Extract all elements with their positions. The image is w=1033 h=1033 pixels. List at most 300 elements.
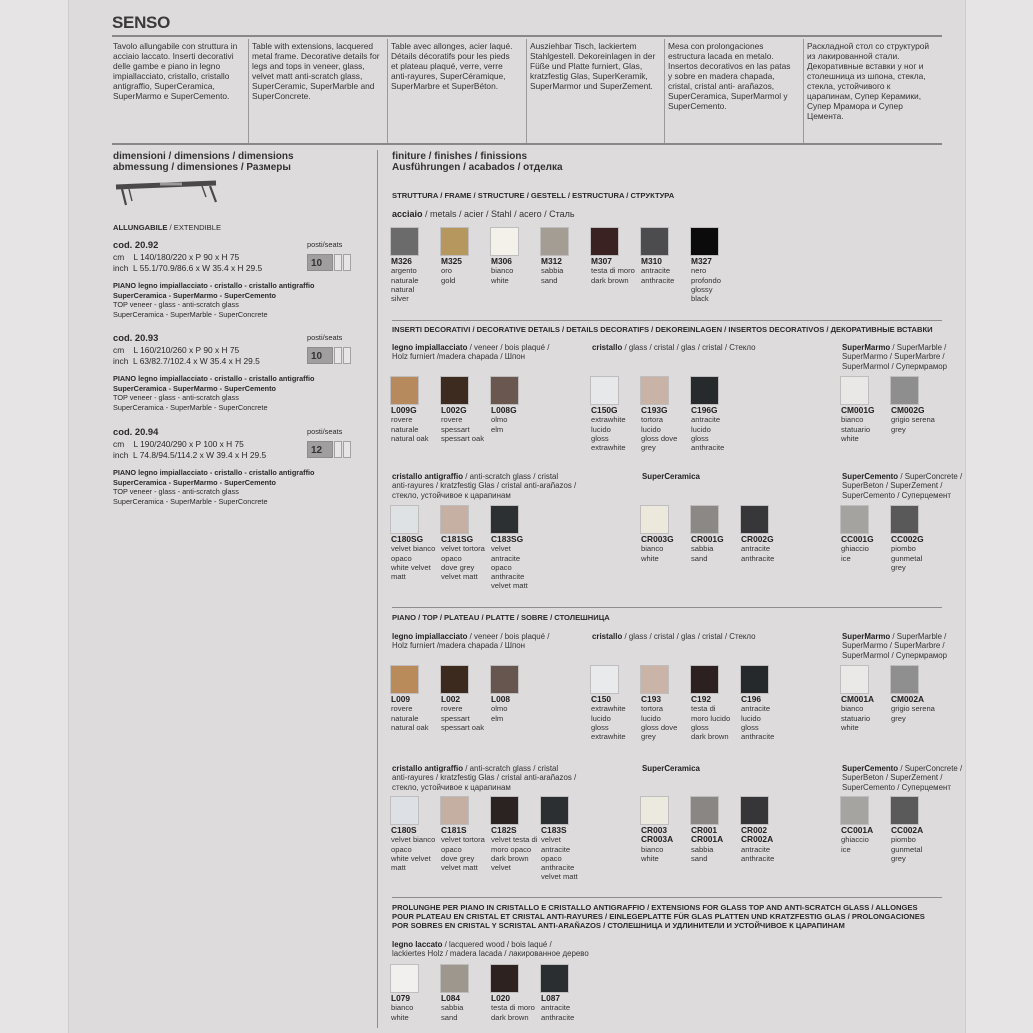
swatch-desc: gloss (591, 433, 609, 443)
swatch-code: C182S (491, 825, 517, 835)
top-ceramic-label (691, 826, 741, 863)
ext-heading-l2: POR SOBRES EN CRISTAL Y SCRISTAL ANTI-ARAÑAZOS / СТОЛЕШНИЦА И УДЛИНИТЕЛИ И УСТОЙЧИВОЕ К ЦАРАПИНАМ (392, 921, 845, 930)
top-glass-title-rest: / glass / cristal / glas / cristal / Стекло (622, 632, 756, 641)
frame-label (591, 257, 641, 285)
inserts-glass-title (592, 343, 756, 352)
top-antiscratch-label (391, 826, 441, 872)
swatch-desc: grey (891, 853, 906, 863)
swatch-desc: opaco (491, 562, 512, 572)
swatch-desc: velvet tortora (441, 544, 485, 554)
model-note: SuperCeramica - SuperMarble - SuperConcrete (113, 496, 268, 506)
extendible-label-it: ALLUNGABILE (113, 223, 168, 232)
swatch-desc: white (841, 433, 859, 443)
model-note: TOP veneer - glass - anti-scratch glass (113, 300, 239, 309)
swatch-desc: tortora (641, 415, 663, 425)
insert-veneer-swatch-l008g[interactable] (491, 377, 518, 404)
insert-concrete-swatch-cc001g[interactable] (841, 506, 868, 533)
swatch-desc: velvet testa di (491, 835, 538, 845)
top-concrete-title-bold: SuperCemento (842, 764, 899, 773)
swatch-desc: statuario (841, 713, 871, 723)
frame-group-title-rest: / metals / acier / Stahl / acero / Сталь (422, 209, 575, 219)
inserts-veneer-title-bold: legno impiallacciato (392, 343, 468, 352)
insert-ceramic-label (691, 535, 741, 563)
swatch-code: C196G (691, 405, 718, 415)
model-note: SuperCeramica - SuperMarmo - SuperCemento (113, 477, 277, 487)
top-concrete-title-l0: / SuperConcrete / (898, 764, 963, 773)
swatch-desc: grey (641, 443, 656, 453)
ext-label (491, 994, 541, 1022)
swatch-desc: piombo (891, 835, 916, 845)
top-glass-swatch-c196[interactable] (741, 666, 768, 693)
swatch-desc: tortora (641, 704, 663, 714)
insert-marble-label (841, 406, 891, 443)
swatch-desc: spessart (441, 713, 470, 723)
frame-label (441, 257, 491, 285)
swatch-desc: antracite (741, 544, 771, 554)
top-glass-label (641, 695, 691, 741)
top-antiscratch-title-l0: / anti-scratch glass / cristal (463, 764, 559, 773)
inserts-antiscratch-title-l0: / anti-scratch glass / cristal (463, 472, 559, 481)
swatch-code: L009 (391, 694, 411, 704)
seats-indicator (307, 254, 351, 271)
insert-marble-label (891, 406, 941, 434)
swatch-desc: sabbia (691, 544, 714, 554)
swatch-desc: velvet antracite (541, 835, 571, 854)
ext-rule (392, 897, 942, 898)
swatch-desc: naturale (391, 424, 419, 434)
model-note: SuperCeramica - SuperMarble - SuperConcrete (113, 402, 268, 412)
swatch-code: M325 (441, 256, 462, 266)
swatch-code: M327 (691, 256, 712, 266)
swatch-desc: spessart oak (441, 722, 485, 732)
swatch-desc: grey (891, 713, 906, 723)
seats-count: 12 (307, 441, 333, 458)
swatch-desc: dark brown (591, 275, 629, 285)
ext-swatch-l079[interactable] (391, 965, 418, 992)
swatch-desc: antracite (691, 415, 721, 425)
frame-label (391, 257, 441, 303)
top-ceramic-title (642, 764, 700, 773)
seats-slot (343, 347, 351, 364)
swatch-desc: sand (691, 553, 708, 563)
top-glass-swatch-c150[interactable] (591, 666, 618, 693)
swatch-desc: gloss dove (641, 433, 678, 443)
swatch-desc: white (841, 722, 859, 732)
swatch-desc: anthracite (741, 553, 775, 563)
swatch-desc: black (691, 294, 709, 304)
frame-label (691, 257, 741, 303)
swatch-code: CM002A (891, 694, 925, 704)
insert-ceramic-swatch-cr002g[interactable] (741, 506, 768, 533)
top-concrete-swatch-cc002a[interactable] (891, 797, 918, 824)
top-veneer-title-bold: legno impiallacciato (392, 632, 468, 641)
inserts-glass-title-rest: / glass / cristal / glas / cristal / Стекло (622, 343, 756, 352)
top-glass-swatch-c192[interactable] (691, 666, 718, 693)
swatch-desc: gloss dove (641, 722, 678, 732)
ext-label (441, 994, 491, 1022)
inserts-marble-title-bold: SuperMarmo (842, 343, 891, 352)
description-0: Tavolo allungabile con struttura in acciaio laccato. Inserti decorativi delle gambe e piano in legno impiallacciato, cristallo, cristallo antigraffio, SuperCeramica, SuperMarmo e SuperCemento. (113, 41, 238, 101)
swatch-code: L009G (391, 405, 417, 415)
swatch-desc: oro (441, 266, 452, 276)
swatch-desc: extrawhite (591, 415, 626, 425)
swatch-desc: opaco (441, 553, 462, 563)
swatch-desc: lucido (641, 713, 661, 723)
model-cm: cm L 140/180/220 x P 90 x H 75 (113, 252, 240, 262)
frame-swatch-m307[interactable] (591, 228, 618, 255)
ext-heading-l1: POUR PLATEAU EN CRISTAL ET CRISTAL ANTI-RAYURES / EINLEGEPLATTE FÜR GLAS PLATTEN UND KRATZFESTIG GLAS / PROLONGACIONES (392, 912, 925, 921)
top-veneer-title-line2: Holz furniert /madera chapada / Шпон (392, 641, 525, 651)
column-divider (377, 150, 378, 1028)
section-rule (112, 143, 942, 145)
ext-heading (392, 903, 925, 930)
insert-veneer-swatch-l002g[interactable] (441, 377, 468, 404)
swatch-desc: anthracite (741, 732, 775, 742)
swatch-code: L020 (491, 993, 511, 1003)
insert-glass-swatch-c150g[interactable] (591, 377, 618, 404)
insert-concrete-label (891, 535, 941, 572)
inserts-ceramic-title-bold: SuperCeramica (642, 472, 700, 481)
top-veneer-swatch-l002[interactable] (441, 666, 468, 693)
top-marble-title-l2: SuperMarmol / Супермрамор (842, 650, 948, 660)
swatch-desc: olmo (491, 704, 508, 714)
swatch-desc: bianco (391, 1003, 414, 1013)
top-concrete-swatch-cc001a[interactable] (841, 797, 868, 824)
top-glass-label (741, 695, 791, 741)
top-glass-label (691, 695, 741, 741)
model-code: cod. 20.92 (113, 239, 159, 250)
top-marble-label (841, 695, 891, 732)
top-ceramic-swatch-cr003[interactable] (641, 797, 668, 824)
swatch-code: L008G (491, 405, 517, 415)
top-marble-title-bold: SuperMarmo (842, 632, 891, 641)
top-veneer-swatch-l009[interactable] (391, 666, 418, 693)
swatch-desc: silver (391, 294, 409, 304)
swatch-desc: grey (641, 732, 656, 742)
seats-label: posti/seats (307, 240, 343, 249)
swatch-desc: ice (841, 553, 851, 563)
swatch-desc: argento (391, 266, 417, 276)
swatch-desc: gloss (691, 722, 709, 732)
swatch-code: CR002G (741, 534, 774, 544)
seats-indicator (307, 441, 351, 458)
ext-swatch-l087[interactable] (541, 965, 568, 992)
swatch-desc: sand (691, 853, 708, 863)
insert-ceramic-label (741, 535, 791, 563)
insert-concrete-label (841, 535, 891, 563)
swatch-code: L008 (491, 694, 511, 704)
insert-antiscratch-swatch-c181sg[interactable] (441, 506, 468, 533)
seats-slot (343, 441, 351, 458)
seats-label: posti/seats (307, 333, 343, 342)
ext-group-title-line2: lackiertes Holz / madera lacada / лакированное дерево (392, 949, 589, 959)
swatch-desc: antracite (741, 704, 771, 714)
inserts-marble-title (842, 343, 947, 371)
swatch-desc: gunmetal (891, 844, 923, 854)
frame-group-title (392, 210, 575, 219)
top-glass-label (591, 695, 641, 741)
insert-marble-swatch-cm001g[interactable] (841, 377, 868, 404)
swatch-desc: velvet antracite (491, 544, 521, 563)
swatch-code: CC002G (891, 534, 924, 544)
insert-veneer-label (491, 406, 541, 434)
ext-swatch-l084[interactable] (441, 965, 468, 992)
seats-label: posti/seats (307, 427, 343, 436)
top-veneer-label (441, 695, 491, 732)
model-note: SuperCeramica - SuperMarmo - SuperCemento (113, 383, 277, 393)
swatch-code: CR001G (691, 534, 724, 544)
frame-swatch-m326[interactable] (391, 228, 418, 255)
frame-swatch-m327[interactable] (691, 228, 718, 255)
inserts-marble-title-l0: / SuperMarble / (890, 343, 947, 352)
swatch-desc: bianco (641, 844, 664, 854)
inserts-concrete-title-l0: / SuperConcrete / (898, 472, 963, 481)
swatch-code: CM002G (891, 405, 925, 415)
insert-ceramic-label (641, 535, 691, 563)
swatch-code: CM001A (841, 694, 875, 704)
top-antiscratch-title (392, 764, 576, 792)
top-ceramic-swatch-cr001[interactable] (691, 797, 718, 824)
swatch-code: CR001 (691, 825, 718, 835)
swatch-desc: naturale (391, 275, 419, 285)
swatch-desc: sand (441, 1012, 458, 1022)
swatch-desc: testa di moro (591, 266, 635, 276)
model-inch: inch L 74.8/94.5/114.2 x W 39.4 x H 29.5 (113, 450, 267, 460)
top-antiscratch-label (441, 826, 491, 872)
top-antiscratch-label (491, 826, 541, 872)
frame-label (491, 257, 541, 285)
description-divider (387, 39, 388, 143)
swatch-desc: ice (841, 844, 851, 854)
swatch-desc: rovere (441, 415, 463, 425)
model-inch: inch L 55.1/70.9/86.6 x W 35.4 x H 29.5 (113, 263, 263, 273)
swatch-desc: naturale (391, 713, 419, 723)
top-marble-swatch-cm001a[interactable] (841, 666, 868, 693)
swatch-desc: ghiaccio (841, 544, 869, 554)
top-concrete-title (842, 764, 962, 792)
swatch-desc: testa di (691, 704, 716, 714)
ext-heading-l0: PROLUNGHE PER PIANO IN CRISTALLO E CRISTALLO ANTIGRAFFIO / EXTENSIONS FOR GLASS TOP AND ANTI-SCRATCH GLASS / ALLONGES (392, 903, 918, 912)
model-note: SuperCeramica - SuperMarble - SuperConcrete (113, 309, 268, 319)
model-cm: cm L 190/240/290 x P 100 x H 75 (113, 439, 244, 449)
seats-indicator (307, 347, 351, 364)
inserts-marble-title-l2: SuperMarmol / Супермрамор (842, 361, 948, 371)
model-note: TOP veneer - glass - anti-scratch glass (113, 487, 239, 496)
swatch-desc: glossy (691, 284, 713, 294)
extendible-label (113, 223, 221, 232)
swatch-desc: velvet bianco (391, 835, 436, 845)
swatch-desc: sabbia (691, 844, 714, 854)
swatch-desc: grigio serena (891, 704, 935, 714)
finishes-heading-line1: finiture / finishes / finissions (392, 151, 528, 162)
swatch-code: M306 (491, 256, 512, 266)
title-rule (112, 35, 942, 37)
swatch-desc: opaco (391, 553, 412, 563)
swatch-desc: dark brown (491, 853, 529, 863)
swatch-desc: white (641, 853, 659, 863)
swatch-desc: antracite (541, 1003, 571, 1013)
swatch-desc: lucido (741, 713, 761, 723)
swatch-code: C183SG (491, 534, 524, 544)
top-antiscratch-swatch-c181s[interactable] (441, 797, 468, 824)
insert-ceramic-swatch-cr003g[interactable] (641, 506, 668, 533)
swatch-desc: ghiaccio (841, 835, 869, 845)
seats-slot (334, 347, 342, 364)
swatch-desc: lucido (591, 713, 611, 723)
swatch-desc: velvet matt (541, 872, 578, 882)
top-ceramic-swatch-cr002[interactable] (741, 797, 768, 824)
swatch-desc: velvet matt (441, 863, 478, 873)
top-glass-title (592, 632, 756, 641)
swatch-code-2: CR003A (641, 834, 674, 845)
swatch-desc: dark brown (691, 732, 729, 742)
insert-glass-label (591, 406, 641, 452)
swatch-desc: olmo (491, 415, 508, 425)
description-4: Mesa con prolongaciones estructura lacada en metalo. Insertos decorativos en las patas y sobre en madera chapada, cristal, cristal anti- arañazos, SuperCeramica, SuperMarmol y SuperCemento. (668, 41, 791, 111)
insert-veneer-label (441, 406, 491, 443)
top-concrete-title-l1: SuperBeton / SuperZement / (842, 773, 943, 783)
finishes-heading (392, 151, 563, 173)
inserts-concrete-title (842, 472, 962, 500)
inserts-ceramic-title (642, 472, 700, 481)
description-divider (803, 39, 804, 143)
swatch-code: M326 (391, 256, 412, 266)
inserts-heading: INSERTI DECORATIVI / DECORATIVE DETAILS / DETAILS DECORATIFS / DEKOREINLAGEN / INSERTOS DECORATIVOS / ДЕКОРАТИВНЫЕ ВСТАВКИ (392, 325, 933, 334)
insert-antiscratch-label (391, 535, 441, 581)
dimensions-heading-line2: abmessung / dimensiones / Размеры (113, 162, 291, 173)
insert-concrete-swatch-cc002g[interactable] (891, 506, 918, 533)
inserts-veneer-title (392, 343, 549, 362)
swatch-desc: natural oak (391, 722, 429, 732)
inserts-rule (392, 320, 942, 321)
inserts-antiscratch-title (392, 472, 576, 500)
model-note: TOP veneer - glass - anti-scratch glass (113, 393, 239, 402)
top-antiscratch-swatch-c183s[interactable] (541, 797, 568, 824)
frame-swatch-m310[interactable] (641, 228, 668, 255)
swatch-desc: white (641, 553, 659, 563)
swatch-desc: velvet tortora (441, 835, 485, 845)
inserts-glass-title-bold: cristallo (592, 343, 623, 352)
swatch-desc: matt (391, 572, 406, 582)
model-note: SuperCeramica - SuperMarmo - SuperCemento (113, 290, 277, 300)
frame-swatch-m306[interactable] (491, 228, 518, 255)
swatch-desc: opaco (441, 844, 462, 854)
swatch-desc: bianco (491, 266, 514, 276)
inserts-veneer-title-rest: / veneer / bois plaqué / (467, 343, 550, 352)
swatch-desc: testa di moro (491, 1003, 535, 1013)
swatch-desc: white velvet (391, 562, 431, 572)
inserts-antiscratch-title-l1: anti-rayures / kratzfestig Glas / cristal anti-arañazos / (392, 481, 577, 491)
swatch-code: L084 (441, 993, 461, 1003)
swatch-desc: opaco (541, 853, 562, 863)
insert-antiscratch-swatch-c180sg[interactable] (391, 506, 418, 533)
frame-swatch-m312[interactable] (541, 228, 568, 255)
swatch-desc: velvet matt (491, 581, 528, 591)
top-veneer-label (491, 695, 541, 723)
swatch-desc: dove grey (441, 853, 475, 863)
top-heading: PIANO / TOP / PLATEAU / PLATTE / SOBRE / СТОЛЕШНИЦА (392, 613, 610, 622)
frame-heading: STRUTTURA / FRAME / STRUCTURE / GESTELL / ESTRUCTURA / СТРУКТУРА (392, 191, 675, 200)
model-note: PIANO legno impiallacciato - cristallo - cristallo antigraffio (113, 468, 315, 477)
swatch-code: C193 (641, 694, 662, 704)
description-1: Table with extensions, lacquered metal frame. Decorative details for legs and tops in veneer, glass, velvet matt anti-scratch glass, SuperCeramic, SuperMarble and SuperConcrete. (252, 41, 380, 101)
swatch-desc: bianco (841, 415, 864, 425)
ext-group-title-bold: legno laccato (392, 940, 443, 949)
top-antiscratch-swatch-c182s[interactable] (491, 797, 518, 824)
insert-veneer-label (391, 406, 441, 443)
swatch-desc: profondo (691, 275, 721, 285)
insert-glass-swatch-c196g[interactable] (691, 377, 718, 404)
swatch-code: C181SG (441, 534, 474, 544)
swatch-desc: natural oak (391, 433, 429, 443)
dimensions-heading (113, 151, 294, 173)
top-marble-title-l0: / SuperMarble / (890, 632, 947, 641)
frame-swatch-m325[interactable] (441, 228, 468, 255)
swatch-code: L002G (441, 405, 467, 415)
swatch-desc: gunmetal (891, 553, 923, 563)
insert-ceramic-swatch-cr001g[interactable] (691, 506, 718, 533)
swatch-desc: gloss (741, 722, 759, 732)
swatch-desc: rovere (391, 704, 413, 714)
description-divider (248, 39, 249, 143)
top-veneer-title-rest: / veneer / bois plaqué / (467, 632, 550, 641)
ext-label (541, 994, 591, 1022)
swatch-code: C193G (641, 405, 668, 415)
swatch-desc: antracite (741, 844, 771, 854)
inserts-marble-title-l1: SuperMarmo / SuperMarbre / (842, 352, 945, 362)
swatch-desc: anthracite (491, 572, 525, 582)
insert-antiscratch-label (491, 535, 541, 591)
inserts-concrete-title-l2: SuperCemento / Суперцемент (842, 490, 951, 500)
insert-marble-swatch-cm002g[interactable] (891, 377, 918, 404)
seats-slot (334, 441, 342, 458)
extendible-table-icon (112, 175, 222, 215)
top-marble-title (842, 632, 947, 660)
top-glass-swatch-c193[interactable] (641, 666, 668, 693)
swatch-code: M310 (641, 256, 662, 266)
swatch-desc: sand (541, 275, 558, 285)
model-cm: cm L 160/210/260 x P 90 x H 75 (113, 345, 240, 355)
swatch-desc: bianco (841, 704, 864, 714)
top-antiscratch-swatch-c180s[interactable] (391, 797, 418, 824)
swatch-desc: anthracite (691, 443, 725, 453)
insert-antiscratch-label (441, 535, 491, 581)
top-marble-label (891, 695, 941, 723)
inserts-veneer-title-line2: Holz furniert /madera chapada / Шпон (392, 352, 525, 362)
swatch-desc: anthracite (541, 1012, 575, 1022)
swatch-desc: nero (691, 266, 707, 276)
swatch-code: C192 (691, 694, 712, 704)
swatch-code: C181S (441, 825, 467, 835)
swatch-desc: grey (891, 562, 906, 572)
swatch-desc: velvet (491, 863, 511, 873)
top-marble-swatch-cm002a[interactable] (891, 666, 918, 693)
extendible-label-en: / EXTENDIBLE (169, 223, 222, 232)
inserts-antiscratch-title-bold: cristallo antigraffio (392, 472, 464, 481)
top-concrete-title-l2: SuperCemento / Суперцемент (842, 782, 951, 792)
swatch-code: C180SG (391, 534, 424, 544)
swatch-desc: lucido (641, 424, 661, 434)
ext-swatch-l020[interactable] (491, 965, 518, 992)
model-note: PIANO legno impiallacciato - cristallo - cristallo antigraffio (113, 281, 315, 290)
swatch-code: L079 (391, 993, 411, 1003)
insert-veneer-swatch-l009g[interactable] (391, 377, 418, 404)
swatch-desc: lucido (691, 424, 711, 434)
description-divider (664, 39, 665, 143)
insert-antiscratch-swatch-c183sg[interactable] (491, 506, 518, 533)
top-veneer-swatch-l008[interactable] (491, 666, 518, 693)
insert-glass-swatch-c193g[interactable] (641, 377, 668, 404)
